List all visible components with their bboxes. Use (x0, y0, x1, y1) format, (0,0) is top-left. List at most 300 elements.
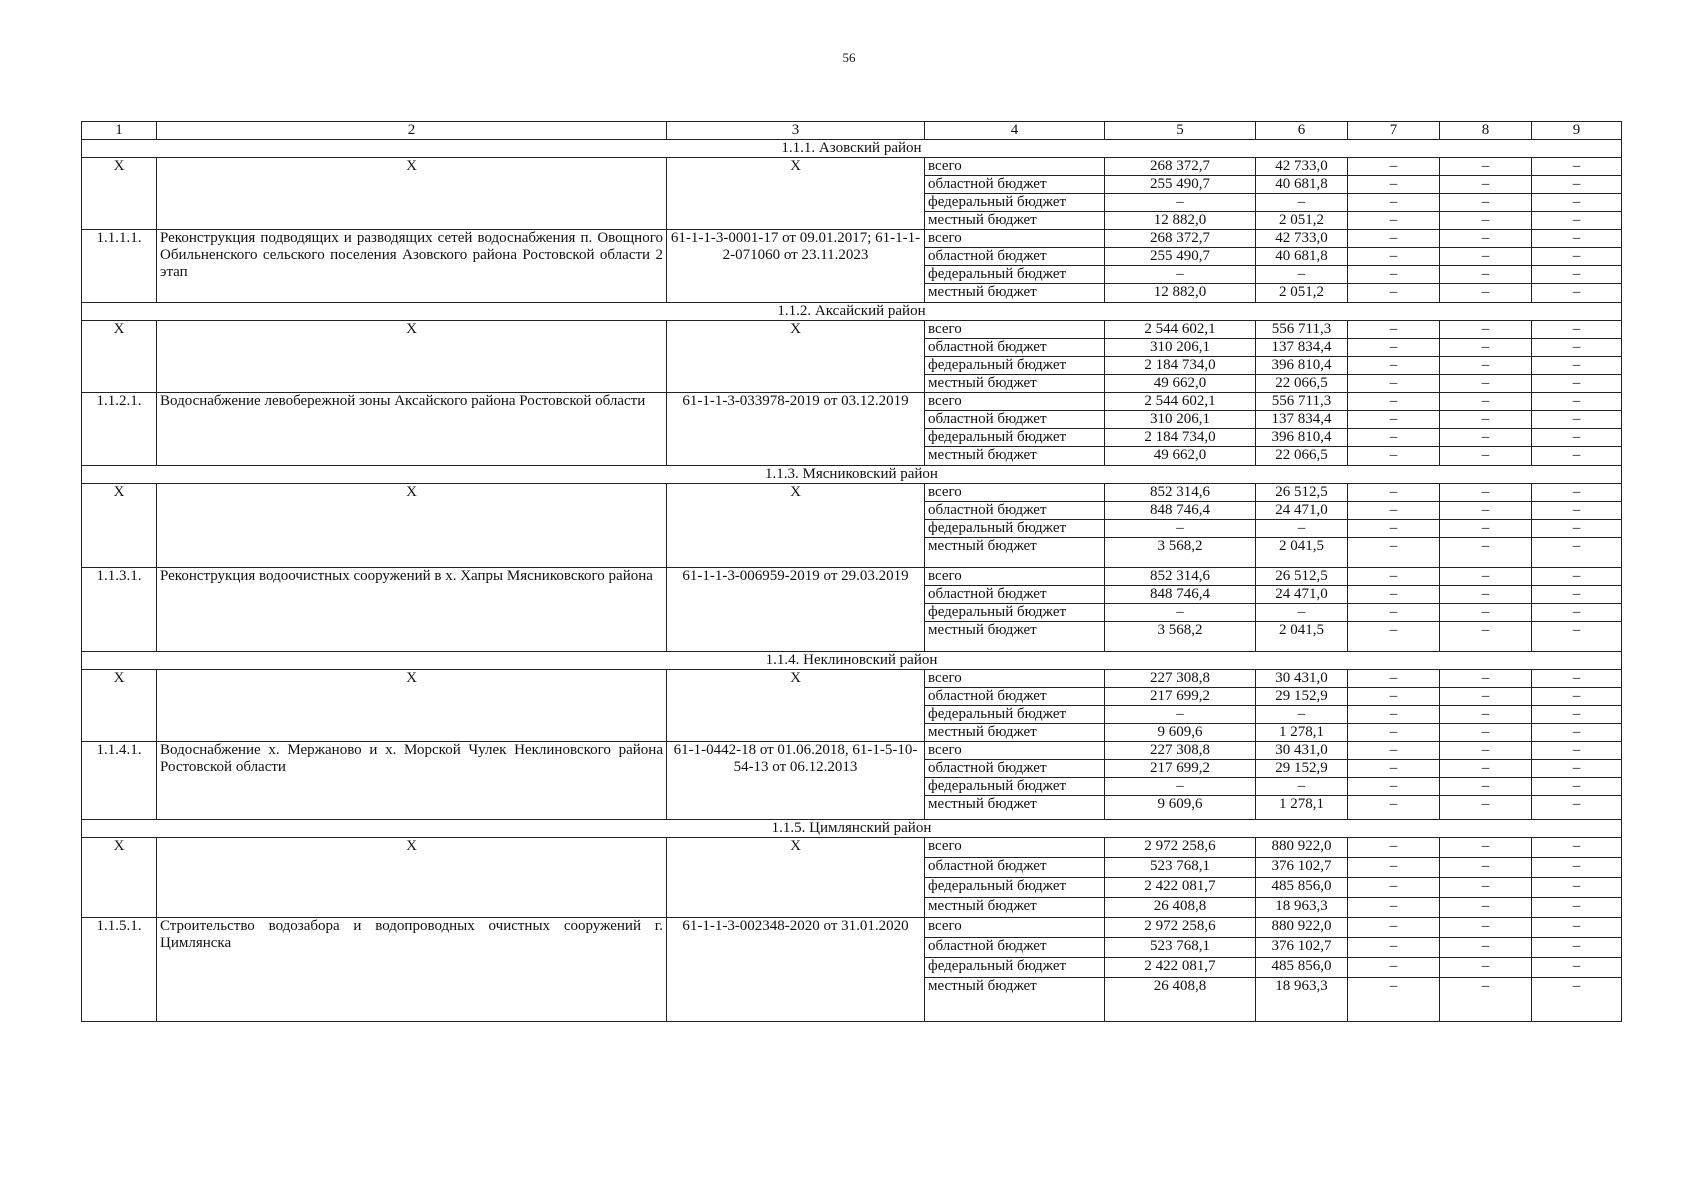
value-col7: – (1348, 878, 1440, 898)
section-title: 1.1.3. Мясниковский район (82, 466, 1622, 484)
project-code: 1.1.5.1. (82, 918, 157, 1022)
value-col5: 523 768,1 (1105, 938, 1256, 958)
value-col9: – (1532, 321, 1622, 339)
budget-source-label: областной бюджет (925, 248, 1105, 266)
value-col6: 18 963,3 (1256, 978, 1348, 1022)
value-col7: – (1348, 586, 1440, 604)
value-col5: 227 308,8 (1105, 670, 1256, 688)
project-code: 1.1.4.1. (82, 742, 157, 820)
value-col7: – (1348, 796, 1440, 820)
project-name: Водоснабжение левобережной зоны Аксайского района Ростовской области (157, 393, 667, 466)
value-col5: 852 314,6 (1105, 568, 1256, 586)
budget-source-label: всего (925, 742, 1105, 760)
value-col8: – (1440, 604, 1532, 622)
value-col7: – (1348, 938, 1440, 958)
budget-source-label: областной бюджет (925, 760, 1105, 778)
value-col8: – (1440, 670, 1532, 688)
value-col8: – (1440, 568, 1532, 586)
value-col7: – (1348, 520, 1440, 538)
project-document: 61-1-1-3-033978-2019 от 03.12.2019 (667, 393, 925, 466)
value-col8: – (1440, 688, 1532, 706)
value-col8: – (1440, 411, 1532, 429)
value-col8: – (1440, 339, 1532, 357)
value-col5: 255 490,7 (1105, 248, 1256, 266)
budget-source-label: областной бюджет (925, 339, 1105, 357)
value-col6: 376 102,7 (1256, 858, 1348, 878)
value-col9: – (1532, 724, 1622, 742)
value-col9: – (1532, 898, 1622, 918)
value-col6: 396 810,4 (1256, 357, 1348, 375)
value-col7: – (1348, 538, 1440, 568)
value-col6: 485 856,0 (1256, 958, 1348, 978)
project-document: 61-1-0442-18 от 01.06.2018, 61-1-5-10-54-13 от 06.12.2013 (667, 742, 925, 820)
value-col7: – (1348, 411, 1440, 429)
value-col5: 848 746,4 (1105, 502, 1256, 520)
value-col7: – (1348, 266, 1440, 284)
section-title-row (82, 466, 1622, 484)
value-col5: 2 972 258,6 (1105, 918, 1256, 938)
value-col6: 2 041,5 (1256, 622, 1348, 652)
budget-source-label: всего (925, 670, 1105, 688)
value-col9: – (1532, 158, 1622, 176)
value-col8: – (1440, 918, 1532, 938)
value-col5: – (1105, 706, 1256, 724)
budget-source-label: всего (925, 568, 1105, 586)
value-col8: – (1440, 321, 1532, 339)
value-col6: 22 066,5 (1256, 375, 1348, 393)
section-title: 1.1.5. Цимлянский район (82, 820, 1622, 838)
value-col6: 2 051,2 (1256, 284, 1348, 303)
value-col9: – (1532, 248, 1622, 266)
budget-source-label: федеральный бюджет (925, 604, 1105, 622)
value-col7: – (1348, 158, 1440, 176)
value-col6: 42 733,0 (1256, 230, 1348, 248)
value-col5: 255 490,7 (1105, 176, 1256, 194)
project-document: 61-1-1-3-006959-2019 от 29.03.2019 (667, 568, 925, 652)
summary-row (82, 838, 1622, 858)
placeholder-x: X (157, 158, 667, 230)
value-col6: 24 471,0 (1256, 586, 1348, 604)
value-col5: 217 699,2 (1105, 760, 1256, 778)
value-col8: – (1440, 212, 1532, 230)
value-col9: – (1532, 978, 1622, 1022)
value-col8: – (1440, 622, 1532, 652)
value-col9: – (1532, 796, 1622, 820)
value-col7: – (1348, 622, 1440, 652)
value-col5: 217 699,2 (1105, 688, 1256, 706)
header-cell: 3 (667, 122, 925, 140)
value-col9: – (1532, 520, 1622, 538)
value-col6: 30 431,0 (1256, 670, 1348, 688)
value-col8: – (1440, 858, 1532, 878)
budget-source-label: местный бюджет (925, 796, 1105, 820)
value-col6: 22 066,5 (1256, 447, 1348, 466)
value-col6: 880 922,0 (1256, 918, 1348, 938)
value-col5: 227 308,8 (1105, 742, 1256, 760)
value-col9: – (1532, 538, 1622, 568)
value-col7: – (1348, 357, 1440, 375)
value-col7: – (1348, 339, 1440, 357)
value-col9: – (1532, 586, 1622, 604)
value-col7: – (1348, 375, 1440, 393)
placeholder-x: X (667, 484, 925, 568)
value-col9: – (1532, 706, 1622, 724)
budget-source-label: местный бюджет (925, 538, 1105, 568)
budget-source-label: областной бюджет (925, 502, 1105, 520)
section-title: 1.1.1. Азовский район (82, 140, 1622, 158)
value-col9: – (1532, 375, 1622, 393)
budget-source-label: местный бюджет (925, 622, 1105, 652)
header-cell: 5 (1105, 122, 1256, 140)
placeholder-x: X (82, 158, 157, 230)
value-col6: 18 963,3 (1256, 898, 1348, 918)
value-col8: – (1440, 586, 1532, 604)
value-col8: – (1440, 502, 1532, 520)
header-cell: 4 (925, 122, 1105, 140)
value-col9: – (1532, 604, 1622, 622)
value-col7: – (1348, 858, 1440, 878)
project-row (82, 230, 1622, 248)
header-row (82, 122, 1622, 140)
value-col7: – (1348, 176, 1440, 194)
budget-source-label: федеральный бюджет (925, 194, 1105, 212)
placeholder-x: X (157, 321, 667, 393)
value-col7: – (1348, 447, 1440, 466)
project-name: Строительство водозабора и водопроводных очистных сооружений г. Цимлянска (157, 918, 667, 1022)
value-col8: – (1440, 176, 1532, 194)
value-col5: 9 609,6 (1105, 724, 1256, 742)
value-col8: – (1440, 958, 1532, 978)
budget-source-label: местный бюджет (925, 978, 1105, 1022)
project-code: 1.1.1.1. (82, 230, 157, 303)
value-col6: – (1256, 266, 1348, 284)
budget-source-label: всего (925, 321, 1105, 339)
budget-source-label: местный бюджет (925, 724, 1105, 742)
value-col9: – (1532, 938, 1622, 958)
placeholder-x: X (667, 670, 925, 742)
header-cell: 1 (82, 122, 157, 140)
value-col6: 40 681,8 (1256, 248, 1348, 266)
value-col6: – (1256, 778, 1348, 796)
value-col7: – (1348, 838, 1440, 858)
value-col5: 310 206,1 (1105, 411, 1256, 429)
budget-source-label: местный бюджет (925, 898, 1105, 918)
budget-source-label: областной бюджет (925, 688, 1105, 706)
value-col7: – (1348, 393, 1440, 411)
value-col5: 49 662,0 (1105, 375, 1256, 393)
value-col8: – (1440, 742, 1532, 760)
value-col7: – (1348, 484, 1440, 502)
value-col8: – (1440, 778, 1532, 796)
value-col8: – (1440, 938, 1532, 958)
value-col5: 2 422 081,7 (1105, 958, 1256, 978)
budget-source-label: всего (925, 230, 1105, 248)
value-col6: 29 152,9 (1256, 760, 1348, 778)
value-col9: – (1532, 568, 1622, 586)
summary-row (82, 670, 1622, 688)
value-col5: – (1105, 194, 1256, 212)
value-col6: – (1256, 520, 1348, 538)
value-col9: – (1532, 393, 1622, 411)
placeholder-x: X (667, 158, 925, 230)
value-col6: 396 810,4 (1256, 429, 1348, 447)
placeholder-x: X (667, 838, 925, 918)
value-col6: 40 681,8 (1256, 176, 1348, 194)
value-col7: – (1348, 321, 1440, 339)
value-col5: 848 746,4 (1105, 586, 1256, 604)
value-col6: 2 051,2 (1256, 212, 1348, 230)
value-col7: – (1348, 502, 1440, 520)
value-col7: – (1348, 898, 1440, 918)
value-col7: – (1348, 212, 1440, 230)
value-col6: 556 711,3 (1256, 321, 1348, 339)
value-col8: – (1440, 375, 1532, 393)
value-col7: – (1348, 778, 1440, 796)
project-row (82, 742, 1622, 760)
value-col9: – (1532, 411, 1622, 429)
value-col7: – (1348, 918, 1440, 938)
section-title-row (82, 652, 1622, 670)
value-col8: – (1440, 284, 1532, 303)
header-cell: 9 (1532, 122, 1622, 140)
value-col9: – (1532, 688, 1622, 706)
value-col6: 1 278,1 (1256, 796, 1348, 820)
value-col9: – (1532, 339, 1622, 357)
value-col6: – (1256, 706, 1348, 724)
value-col8: – (1440, 194, 1532, 212)
header-cell: 2 (157, 122, 667, 140)
placeholder-x: X (82, 321, 157, 393)
budget-source-label: федеральный бюджет (925, 520, 1105, 538)
value-col8: – (1440, 429, 1532, 447)
value-col5: 2 422 081,7 (1105, 878, 1256, 898)
placeholder-x: X (82, 838, 157, 918)
value-col7: – (1348, 284, 1440, 303)
budget-source-label: федеральный бюджет (925, 706, 1105, 724)
value-col6: – (1256, 604, 1348, 622)
value-col5: 2 544 602,1 (1105, 393, 1256, 411)
budget-source-label: федеральный бюджет (925, 357, 1105, 375)
project-document: 61-1-1-3-0001-17 от 09.01.2017; 61-1-1-2-071060 от 23.11.2023 (667, 230, 925, 303)
summary-row (82, 158, 1622, 176)
budget-source-label: местный бюджет (925, 375, 1105, 393)
value-col8: – (1440, 878, 1532, 898)
value-col8: – (1440, 760, 1532, 778)
value-col5: 268 372,7 (1105, 158, 1256, 176)
value-col6: 1 278,1 (1256, 724, 1348, 742)
placeholder-x: X (82, 484, 157, 568)
placeholder-x: X (157, 838, 667, 918)
value-col8: – (1440, 484, 1532, 502)
value-col6: 880 922,0 (1256, 838, 1348, 858)
value-col9: – (1532, 484, 1622, 502)
budget-source-label: федеральный бюджет (925, 429, 1105, 447)
value-col9: – (1532, 878, 1622, 898)
value-col7: – (1348, 194, 1440, 212)
value-col5: 12 882,0 (1105, 212, 1256, 230)
value-col8: – (1440, 447, 1532, 466)
project-row (82, 568, 1622, 586)
budget-source-label: областной бюджет (925, 858, 1105, 878)
budget-source-label: областной бюджет (925, 586, 1105, 604)
value-col9: – (1532, 958, 1622, 978)
funding-table (81, 121, 1622, 1022)
budget-source-label: федеральный бюджет (925, 878, 1105, 898)
budget-source-label: всего (925, 918, 1105, 938)
value-col6: 26 512,5 (1256, 484, 1348, 502)
budget-source-label: областной бюджет (925, 938, 1105, 958)
value-col5: 3 568,2 (1105, 538, 1256, 568)
value-col5: – (1105, 778, 1256, 796)
header-cell: 6 (1256, 122, 1348, 140)
budget-source-label: местный бюджет (925, 447, 1105, 466)
summary-row (82, 484, 1622, 502)
value-col5: – (1105, 604, 1256, 622)
value-col9: – (1532, 429, 1622, 447)
value-col5: 523 768,1 (1105, 858, 1256, 878)
value-col7: – (1348, 688, 1440, 706)
value-col9: – (1532, 670, 1622, 688)
value-col5: 852 314,6 (1105, 484, 1256, 502)
value-col6: 26 512,5 (1256, 568, 1348, 586)
section-title-row (82, 140, 1622, 158)
project-row (82, 393, 1622, 411)
value-col5: 26 408,8 (1105, 978, 1256, 1022)
budget-source-label: федеральный бюджет (925, 266, 1105, 284)
value-col8: – (1440, 978, 1532, 1022)
budget-source-label: областной бюджет (925, 176, 1105, 194)
value-col6: 137 834,4 (1256, 411, 1348, 429)
value-col8: – (1440, 520, 1532, 538)
value-col8: – (1440, 706, 1532, 724)
value-col9: – (1532, 778, 1622, 796)
value-col6: 29 152,9 (1256, 688, 1348, 706)
budget-source-label: областной бюджет (925, 411, 1105, 429)
value-col7: – (1348, 568, 1440, 586)
placeholder-x: X (667, 321, 925, 393)
value-col7: – (1348, 429, 1440, 447)
value-col8: – (1440, 266, 1532, 284)
value-col9: – (1532, 622, 1622, 652)
project-code: 1.1.2.1. (82, 393, 157, 466)
value-col5: 49 662,0 (1105, 447, 1256, 466)
value-col9: – (1532, 760, 1622, 778)
value-col8: – (1440, 724, 1532, 742)
value-col5: 268 372,7 (1105, 230, 1256, 248)
value-col5: 2 972 258,6 (1105, 838, 1256, 858)
value-col6: 137 834,4 (1256, 339, 1348, 357)
summary-row (82, 321, 1622, 339)
value-col5: 3 568,2 (1105, 622, 1256, 652)
value-col6: 24 471,0 (1256, 502, 1348, 520)
budget-source-label: федеральный бюджет (925, 958, 1105, 978)
value-col6: 2 041,5 (1256, 538, 1348, 568)
value-col7: – (1348, 978, 1440, 1022)
project-name: Реконструкция подводящих и разводящих сетей водоснабжения п. Овощного Обильненского сельского поселения Азовского района Ростовской области 2 этап (157, 230, 667, 303)
value-col7: – (1348, 724, 1440, 742)
value-col9: – (1532, 918, 1622, 938)
section-title: 1.1.2. Аксайский район (82, 303, 1622, 321)
value-col5: 2 184 734,0 (1105, 429, 1256, 447)
section-title: 1.1.4. Неклиновский район (82, 652, 1622, 670)
value-col8: – (1440, 538, 1532, 568)
budget-source-label: местный бюджет (925, 284, 1105, 303)
budget-source-label: всего (925, 393, 1105, 411)
value-col5: 12 882,0 (1105, 284, 1256, 303)
value-col5: 310 206,1 (1105, 339, 1256, 357)
value-col9: – (1532, 212, 1622, 230)
value-col6: 42 733,0 (1256, 158, 1348, 176)
project-name: Водоснабжение х. Мержаново и х. Морской Чулек Неклиновского района Ростовской области (157, 742, 667, 820)
value-col7: – (1348, 742, 1440, 760)
budget-source-label: всего (925, 838, 1105, 858)
value-col8: – (1440, 248, 1532, 266)
budget-source-label: федеральный бюджет (925, 778, 1105, 796)
header-cell: 8 (1440, 122, 1532, 140)
value-col9: – (1532, 194, 1622, 212)
value-col8: – (1440, 158, 1532, 176)
value-col9: – (1532, 266, 1622, 284)
project-code: 1.1.3.1. (82, 568, 157, 652)
value-col7: – (1348, 604, 1440, 622)
value-col5: – (1105, 266, 1256, 284)
project-name: Реконструкция водоочистных сооружений в х. Хапры Мясниковского района (157, 568, 667, 652)
header-cell: 7 (1348, 122, 1440, 140)
section-title-row (82, 303, 1622, 321)
value-col8: – (1440, 796, 1532, 820)
placeholder-x: X (157, 484, 667, 568)
value-col5: – (1105, 520, 1256, 538)
section-title-row (82, 820, 1622, 838)
project-document: 61-1-1-3-002348-2020 от 31.01.2020 (667, 918, 925, 1022)
placeholder-x: X (157, 670, 667, 742)
value-col9: – (1532, 357, 1622, 375)
page-number: 56 (842, 50, 856, 65)
value-col7: – (1348, 230, 1440, 248)
value-col6: 376 102,7 (1256, 938, 1348, 958)
value-col5: 26 408,8 (1105, 898, 1256, 918)
value-col9: – (1532, 230, 1622, 248)
budget-source-label: всего (925, 158, 1105, 176)
value-col6: 485 856,0 (1256, 878, 1348, 898)
value-col8: – (1440, 393, 1532, 411)
value-col7: – (1348, 706, 1440, 724)
value-col6: – (1256, 194, 1348, 212)
value-col8: – (1440, 357, 1532, 375)
value-col6: 556 711,3 (1256, 393, 1348, 411)
value-col8: – (1440, 230, 1532, 248)
value-col9: – (1532, 858, 1622, 878)
value-col9: – (1532, 284, 1622, 303)
value-col8: – (1440, 898, 1532, 918)
value-col7: – (1348, 248, 1440, 266)
value-col7: – (1348, 760, 1440, 778)
value-col9: – (1532, 838, 1622, 858)
value-col8: – (1440, 838, 1532, 858)
value-col5: 9 609,6 (1105, 796, 1256, 820)
value-col9: – (1532, 742, 1622, 760)
budget-source-label: местный бюджет (925, 212, 1105, 230)
value-col7: – (1348, 958, 1440, 978)
placeholder-x: X (82, 670, 157, 742)
value-col5: 2 544 602,1 (1105, 321, 1256, 339)
value-col9: – (1532, 176, 1622, 194)
budget-source-label: всего (925, 484, 1105, 502)
value-col5: 2 184 734,0 (1105, 357, 1256, 375)
value-col6: 30 431,0 (1256, 742, 1348, 760)
value-col9: – (1532, 447, 1622, 466)
project-row (82, 918, 1622, 938)
